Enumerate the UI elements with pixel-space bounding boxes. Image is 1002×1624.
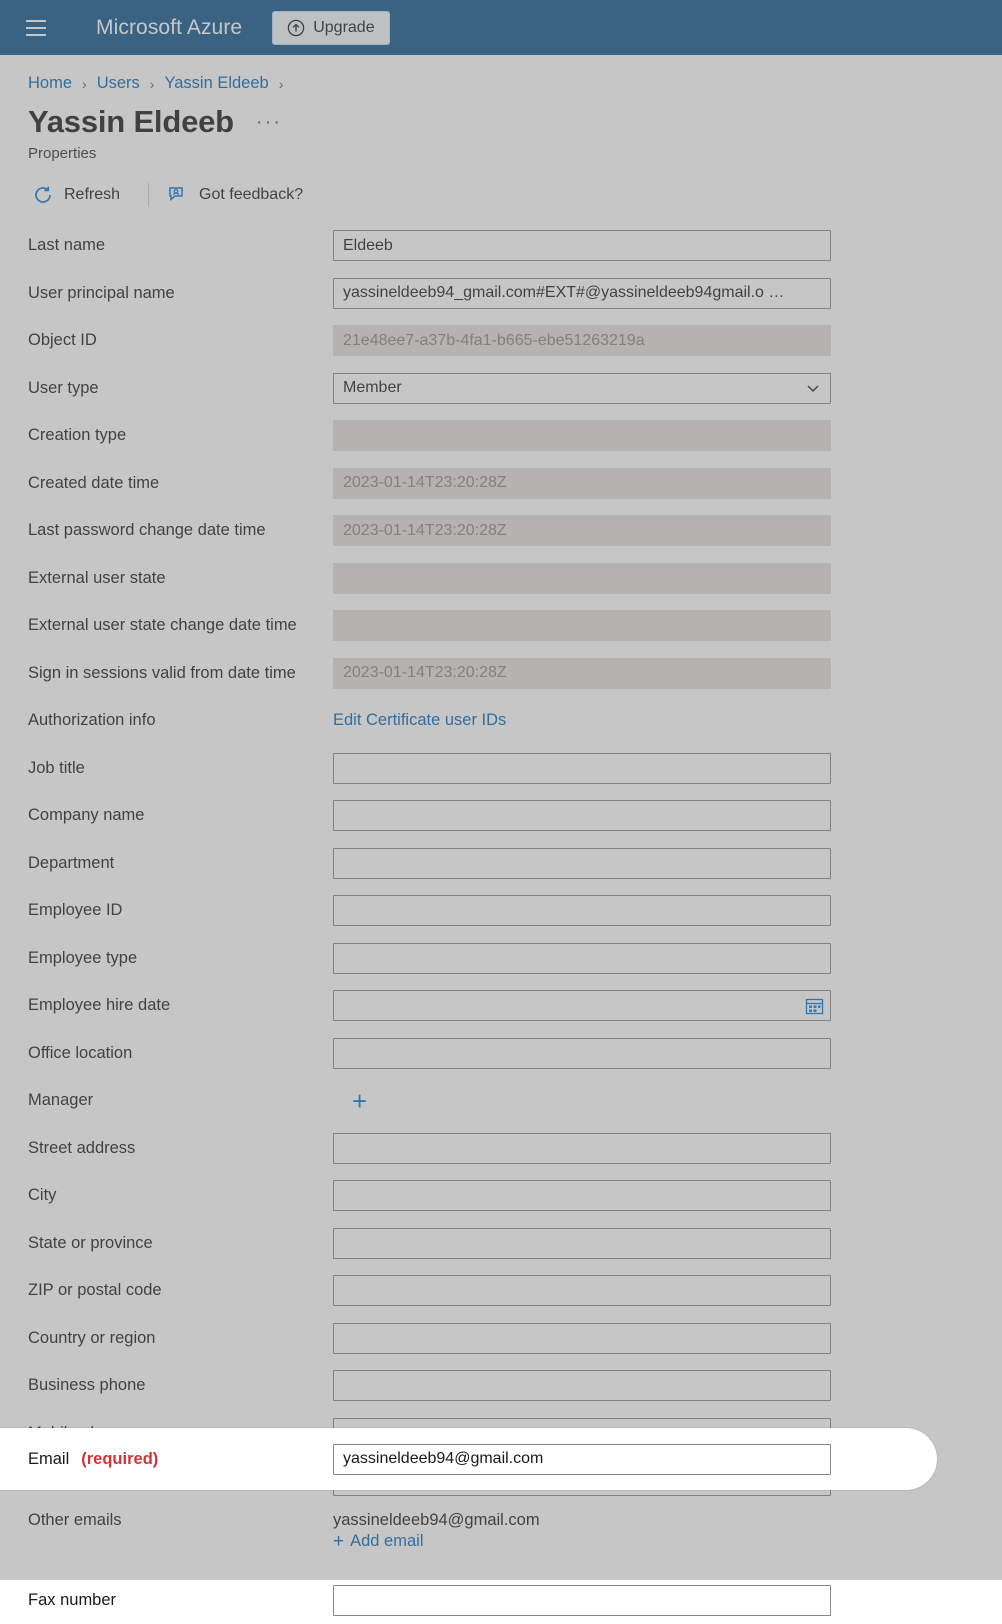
field-label: Business phone (28, 1376, 146, 1395)
form-row-street-address (28, 1125, 1002, 1173)
chevron-right-icon: › (82, 75, 87, 92)
field-label: Department (28, 853, 115, 872)
chevron-right-icon: › (278, 75, 284, 92)
field-label: Object ID (28, 331, 97, 350)
properties-form (0, 222, 1002, 1624)
hamburger-menu-icon[interactable] (18, 10, 54, 46)
breadcrumb (0, 55, 1002, 93)
got-feedback-button[interactable] (163, 178, 317, 212)
field-label: Employee type (28, 948, 138, 967)
creation-type-value (333, 420, 831, 451)
job-title-input[interactable] (333, 753, 831, 784)
field-label: Fax number (28, 1590, 117, 1609)
email-field-label (28, 1450, 333, 1469)
form-row-user-type (28, 365, 1002, 413)
form-row-zip-or-postal-code (28, 1267, 1002, 1315)
form-row-business-phone (28, 1362, 1002, 1410)
field-label: External user state (28, 568, 166, 587)
field-label: Created date time (28, 473, 160, 492)
field-label: Other emails (28, 1510, 122, 1529)
form-row-city (28, 1172, 1002, 1220)
breadcrumb-item-home[interactable]: Home (28, 74, 73, 92)
field-label: Employee ID (28, 901, 123, 920)
add-email-button[interactable] (333, 1532, 540, 1551)
plus-icon: + (333, 1530, 345, 1552)
field-label: Company name (28, 806, 145, 825)
add-manager-button[interactable]: + (352, 1085, 368, 1116)
form-row-other-emails (28, 1505, 1002, 1577)
azure-top-bar (0, 0, 1002, 55)
field-label: Last password change date time (28, 521, 266, 540)
form-row-sign-in-sessions-valid-from (28, 650, 1002, 698)
field-label: Authorization info (28, 711, 156, 730)
external-user-state-value (333, 563, 831, 594)
upgrade-button[interactable] (272, 11, 389, 45)
form-row-external-user-state (28, 555, 1002, 603)
form-row-employee-hire-date (28, 982, 1002, 1030)
page-title: Yassin Eldeeb (28, 104, 234, 139)
arrow-up-circle-icon (287, 19, 305, 37)
email-label-text: Email (28, 1449, 70, 1468)
company-name-input[interactable] (333, 800, 831, 831)
email-input[interactable]: yassineldeeb94@gmail.com (333, 1444, 831, 1475)
email-row-highlighted (28, 1428, 937, 1490)
form-row-state-or-province (28, 1220, 1002, 1268)
form-row-employee-id (28, 887, 1002, 935)
other-emails-stack (333, 1511, 540, 1551)
state-or-province-input[interactable] (333, 1228, 831, 1259)
last-name-input[interactable]: Eldeeb (333, 230, 831, 261)
user-type-select[interactable] (333, 373, 831, 404)
field-label: Office location (28, 1043, 133, 1062)
form-row-authorization-info (28, 697, 1002, 745)
azure-brand-label[interactable]: Microsoft Azure (96, 15, 243, 39)
city-input[interactable] (333, 1180, 831, 1211)
more-actions-button[interactable]: ··· (255, 111, 282, 134)
form-row-external-user-state-change (28, 602, 1002, 650)
refresh-icon (32, 184, 54, 206)
user-principal-name-input[interactable]: yassineldeeb94_gmail.com#EXT#@yassineldeeb94gmail.o … (333, 278, 831, 309)
field-label: Country or region (28, 1328, 156, 1347)
breadcrumb-item-user[interactable]: Yassin Eldeeb (164, 74, 269, 92)
fax-number-input[interactable] (333, 1585, 831, 1616)
employee-type-input[interactable] (333, 943, 831, 974)
field-label: User type (28, 378, 99, 397)
sign-in-sessions-valid-from-value: 2023-01-14T23:20:28Z (333, 658, 831, 689)
form-row-user-principal-name (28, 270, 1002, 318)
field-label: Sign in sessions valid from date time (28, 663, 296, 682)
form-row-country-or-region (28, 1315, 1002, 1363)
form-row-department (28, 840, 1002, 888)
edit-certificate-user-ids-link[interactable]: Edit Certificate user IDs (333, 711, 507, 730)
form-row-object-id (28, 317, 1002, 365)
chevron-right-icon: › (149, 75, 155, 92)
form-row-creation-type (28, 412, 1002, 460)
form-row-last-password-change (28, 507, 1002, 555)
upgrade-label: Upgrade (313, 18, 375, 36)
external-user-state-change-value (333, 610, 831, 641)
form-row-fax-number (28, 1577, 1002, 1624)
field-label: Job title (28, 758, 85, 777)
breadcrumb-item-users[interactable]: Users (96, 74, 140, 92)
command-bar (0, 162, 1002, 212)
office-location-input[interactable] (333, 1038, 831, 1069)
created-date-time-value: 2023-01-14T23:20:28Z (333, 468, 831, 499)
field-label: City (28, 1186, 57, 1205)
department-input[interactable] (333, 848, 831, 879)
form-row-company-name (28, 792, 1002, 840)
field-label: Street address (28, 1138, 136, 1157)
business-phone-input[interactable] (333, 1370, 831, 1401)
user-type-value: Member (343, 379, 402, 397)
form-row-job-title (28, 745, 1002, 793)
field-label: Last name (28, 236, 106, 255)
field-label: ZIP or postal code (28, 1281, 162, 1300)
field-label: User principal name (28, 283, 175, 302)
last-password-change-value: 2023-01-14T23:20:28Z (333, 515, 831, 546)
employee-id-input[interactable] (333, 895, 831, 926)
calendar-icon[interactable] (804, 995, 825, 1016)
form-row-last-name (28, 222, 1002, 270)
form-row-created-date-time (28, 460, 1002, 508)
chevron-down-icon (805, 380, 821, 396)
feedback-person-icon (167, 184, 189, 206)
field-label: State or province (28, 1233, 153, 1252)
page-subtitle: Properties (28, 145, 97, 163)
field-label: Creation type (28, 426, 127, 445)
form-row-manager (28, 1077, 1002, 1125)
object-id-value: 21e48ee7-a37b-4fa1-b665-ebe51263219a (333, 325, 831, 356)
feedback-label: Got feedback? (199, 186, 304, 204)
form-row-office-location (28, 1030, 1002, 1078)
country-or-region-input[interactable] (333, 1323, 831, 1354)
refresh-button[interactable] (28, 178, 134, 212)
employee-hire-date-input[interactable] (333, 990, 831, 1021)
page-header (0, 93, 1002, 139)
other-email-value: yassineldeeb94@gmail.com (333, 1510, 540, 1529)
street-address-input[interactable] (333, 1133, 831, 1164)
email-row-spotlight (0, 1428, 937, 1490)
required-badge: (required) (81, 1449, 159, 1468)
field-label: Employee hire date (28, 996, 171, 1015)
field-label: External user state change date time (28, 616, 297, 635)
field-label: Manager (28, 1091, 94, 1110)
refresh-label: Refresh (64, 186, 121, 204)
zip-or-postal-code-input[interactable] (333, 1275, 831, 1306)
add-email-label: Add email (350, 1531, 424, 1550)
form-row-employee-type (28, 935, 1002, 983)
command-divider (148, 183, 149, 207)
